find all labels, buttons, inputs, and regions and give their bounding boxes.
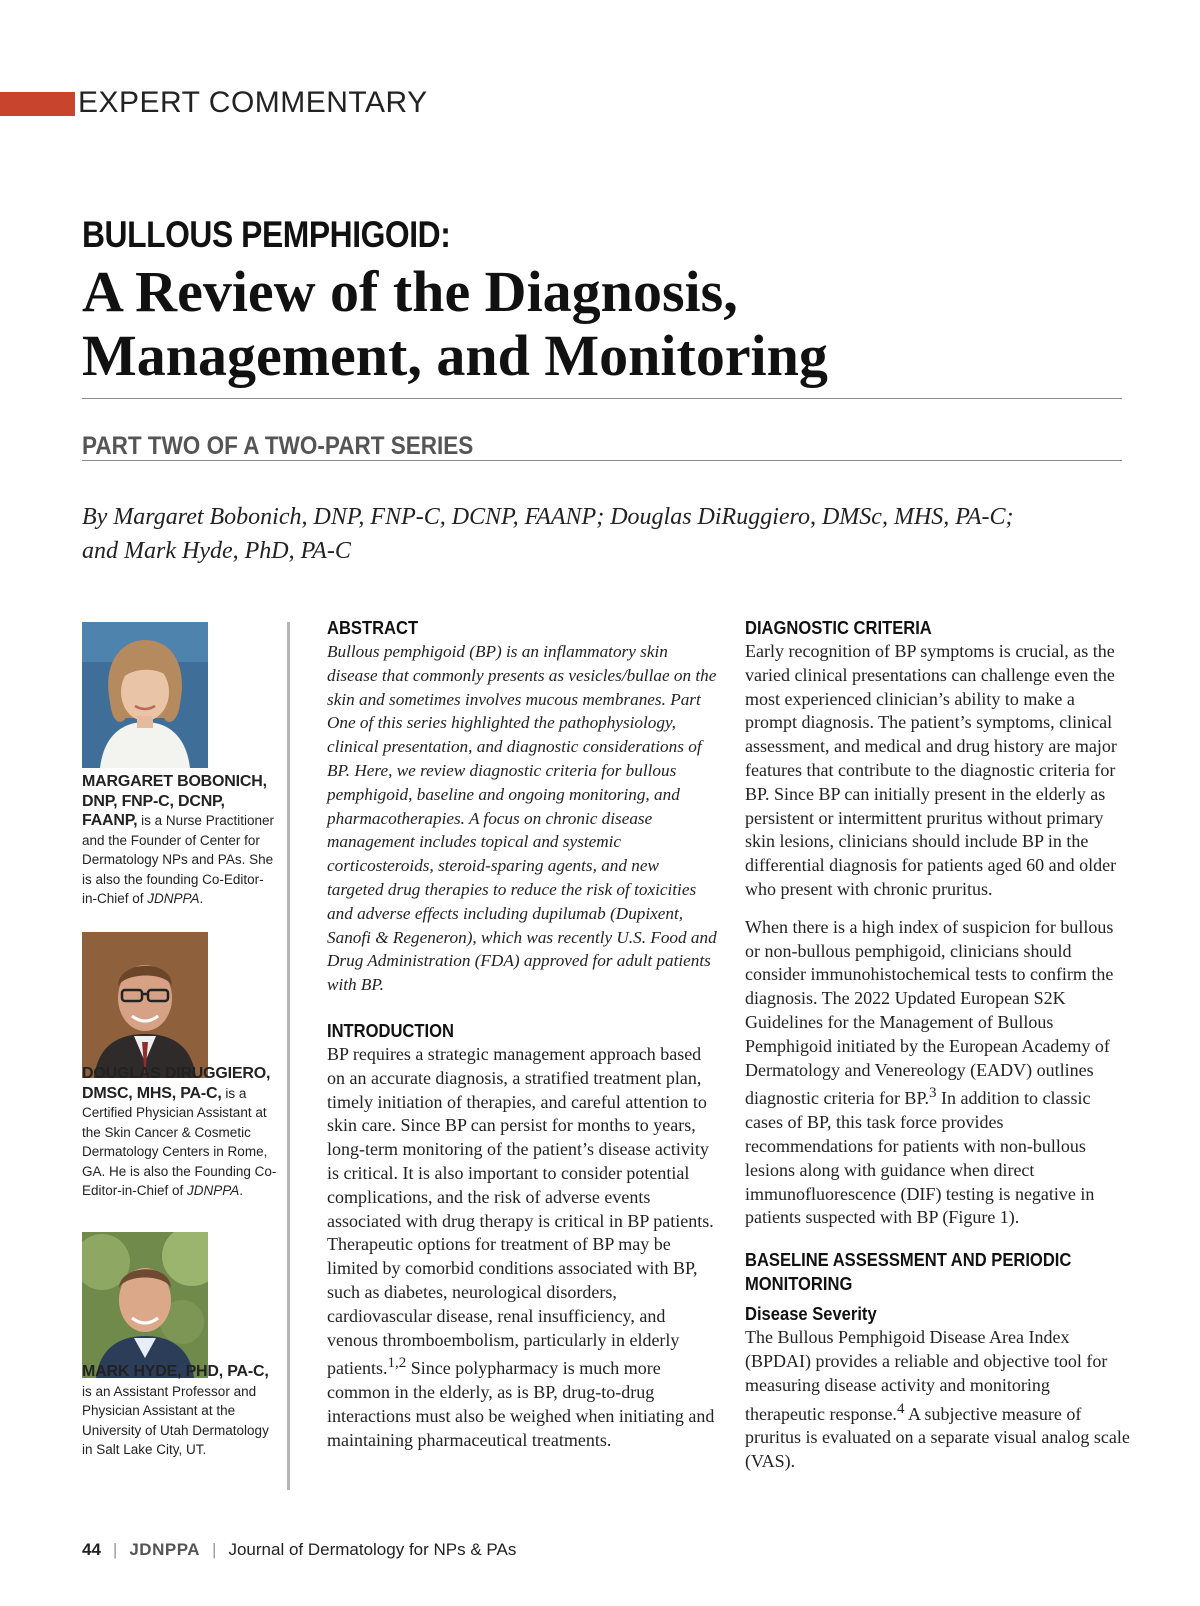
section-accent-bar xyxy=(0,92,75,116)
title-divider xyxy=(82,398,1122,399)
intro-text-a: BP requires a strategic management approach based on an accurate diagnosis, a stratified treatment plan, timely initiation of therapies, and careful attention to skin care. Since BP can persist for months to years, long-term monitoring of the patient’s disease activity is critical. It is also important to consider potential complications, and the risk of adverse events associated with drug therapy is critical in BP patients. Therapeutic options for treatment of BP may be limited by comorbid conditions associated with BP, such as diabetes, neurological disorders, cardiovascular disease, renal insufficiency, and venous thromboembolism, particularly in elderly patients. xyxy=(327,1043,714,1379)
title-line-2: Management, and Monitoring xyxy=(82,323,828,388)
byline xyxy=(82,500,1122,568)
abstract-heading: ABSTRACT xyxy=(327,618,419,638)
author-name-line-1: MARGARET BOBONICH, xyxy=(82,773,267,790)
author-photo-bobonich xyxy=(82,622,208,768)
diag-reference: 3 xyxy=(928,1085,937,1102)
article-kicker: BULLOUS PEMPHIGOID: xyxy=(82,214,451,255)
series-divider xyxy=(82,460,1122,461)
author-name-line-1: DOUGLAS DIRUGGIERO, xyxy=(82,1065,271,1082)
author-bio-hyde xyxy=(82,1362,277,1460)
diagnostic-heading: DIAGNOSTIC CRITERIA xyxy=(745,618,932,638)
page-number: 44 xyxy=(82,1540,101,1559)
author-name-line-3: FAANP, xyxy=(82,812,138,829)
journal-ref: JDNPPA xyxy=(147,891,200,906)
intro-reference: 1,2 xyxy=(387,1355,407,1372)
author-name-line-2: DNP, FNP-C, DCNP, xyxy=(82,792,225,810)
byline-line-1: By Margaret Bobonich, DNP, FNP-C, DCNP, FAANP; Douglas DiRuggiero, DMSc, MHS, PA-C; xyxy=(82,504,1014,530)
baseline-text xyxy=(745,1326,1130,1474)
article-title xyxy=(82,260,1132,388)
abstract-text: Bullous pemphigoid (BP) is an inflammatory skin disease that commonly presents as vesicles/bullae on the skin and sometimes involves mucous membranes. Part One of this series highlighted the pathophysiology, clinical presentation, and diagnostic considerations of BP. Here, we review diagnostic criteria for bullous pemphigoid, baseline and ongoing monitoring, and pharmacotherapies. A focus on chronic disease management includes topical and systemic corticosteroids, steroid-sparing agents, and new targeted drug therapies to reduce the risk of toxicities and adverse effects including dupilumab (Dupixent, Sanofi & Regeneron), which was recently U.S. Food and Drug Administration (FDA) approved for adult patients with BP. xyxy=(327,642,717,995)
footer-separator: | xyxy=(112,1540,118,1559)
right-column xyxy=(745,616,1130,1488)
author-bio-text: is a Certified Physician Assistant at the Skin Cancer & Cosmetic Dermatology Centers in Rome, GA. He is also the Founding Co-Editor-in-Chief of xyxy=(82,1085,277,1198)
section-label: EXPERT COMMENTARY xyxy=(78,86,428,119)
diagnostic-paragraph-2 xyxy=(745,916,1130,1230)
intro-text-b: Since polypharmacy is much more common in the elderly, as is BP, drug-to-drug interactions must also be weighed when initiating and maintaining pharmaceutical treatments. xyxy=(327,1358,715,1450)
author-bio-text: is a Nurse Practitioner and the Founder of Center for Dermatology NPs and PAs. She is also the founding Co-Editor-in-Chief of xyxy=(82,813,274,906)
diagnostic-paragraph-1: Early recognition of BP symptoms is crucial, as the varied clinical presentations can challenge even the most experienced clinician’s ability to make a prompt diagnosis. The patient’s symptoms, clinical assessment, and medical and drug history are major features that contribute to the diagnostic criteria for BP. Since BP can initially present in the elderly as persistent or intermittent pruritus without primary skin lesions, clinicians should include BP in the differential diagnosis for patients aged 60 and older who present with chronic pruritus. xyxy=(745,641,1117,899)
journal-abbreviation: JDNPPA xyxy=(129,1540,201,1559)
title-line-1: A Review of the Diagnosis, xyxy=(82,259,738,324)
baseline-text-a: The Bullous Pemphigoid Disease Area Index (BPDAI) provides a reliable and objective tool for measuring disease activity and monitoring therapeutic response. xyxy=(745,1327,1108,1424)
author-name-line-1: MARK HYDE, PHD, PA-C, xyxy=(82,1363,269,1380)
byline-line-2: and Mark Hyde, PhD, PA-C xyxy=(82,538,351,564)
disease-severity-subheading: Disease Severity xyxy=(745,1304,877,1325)
baseline-heading: BASELINE ASSESSMENT AND PERIODIC MONITORING xyxy=(745,1250,1072,1295)
baseline-text-b: A subjective measure of pruritus is evaluated on a separate visual analog scale (VAS). xyxy=(745,1403,1130,1472)
author-photo-diruggiero xyxy=(82,932,208,1078)
journal-name: Journal of Dermatology for NPs & PAs xyxy=(228,1540,517,1559)
author-bio-text: is an Assistant Professor and Physician Assistant at the University of Utah Dermatology in Salt Lake City, UT. xyxy=(82,1383,269,1457)
author-bio-bobonich xyxy=(82,772,277,909)
page-footer xyxy=(82,1540,516,1560)
introduction-text xyxy=(327,1043,717,1453)
bio-end: . xyxy=(239,1183,244,1198)
introduction-heading: INTRODUCTION xyxy=(327,1020,454,1041)
bio-end: . xyxy=(199,891,204,906)
author-name-line-2: DMSC, MHS, PA-C, xyxy=(82,1084,222,1102)
author-bio-diruggiero xyxy=(82,1064,277,1201)
middle-column xyxy=(327,616,717,1467)
footer-separator: | xyxy=(212,1540,217,1559)
baseline-reference: 4 xyxy=(896,1400,905,1417)
series-label: PART TWO OF A TWO-PART SERIES xyxy=(82,432,474,460)
author-photo-hyde xyxy=(82,1232,208,1378)
journal-ref: JDNPPA xyxy=(187,1183,240,1198)
diag-text-a: When there is a high index of suspicion for bullous or non-bullous pemphigoid, clinicians should consider immunohistochemical tests to confirm the diagnosis. The 2022 Updated European S2K Guidelines for the Management of Bullous Pemphigoid initiated by the European Academy of Dermatology and Venereology (EADV) outlines diagnostic criteria for BP. xyxy=(745,916,1114,1109)
diag-text-b: In addition to classic cases of BP, this task force provides recommendations for patients with non-bullous lesions along with guidance when direct immunofluorescence (DIF) testing is negative in patients suspected with BP (Figure 1). xyxy=(745,1088,1095,1228)
column-divider xyxy=(287,622,290,1490)
